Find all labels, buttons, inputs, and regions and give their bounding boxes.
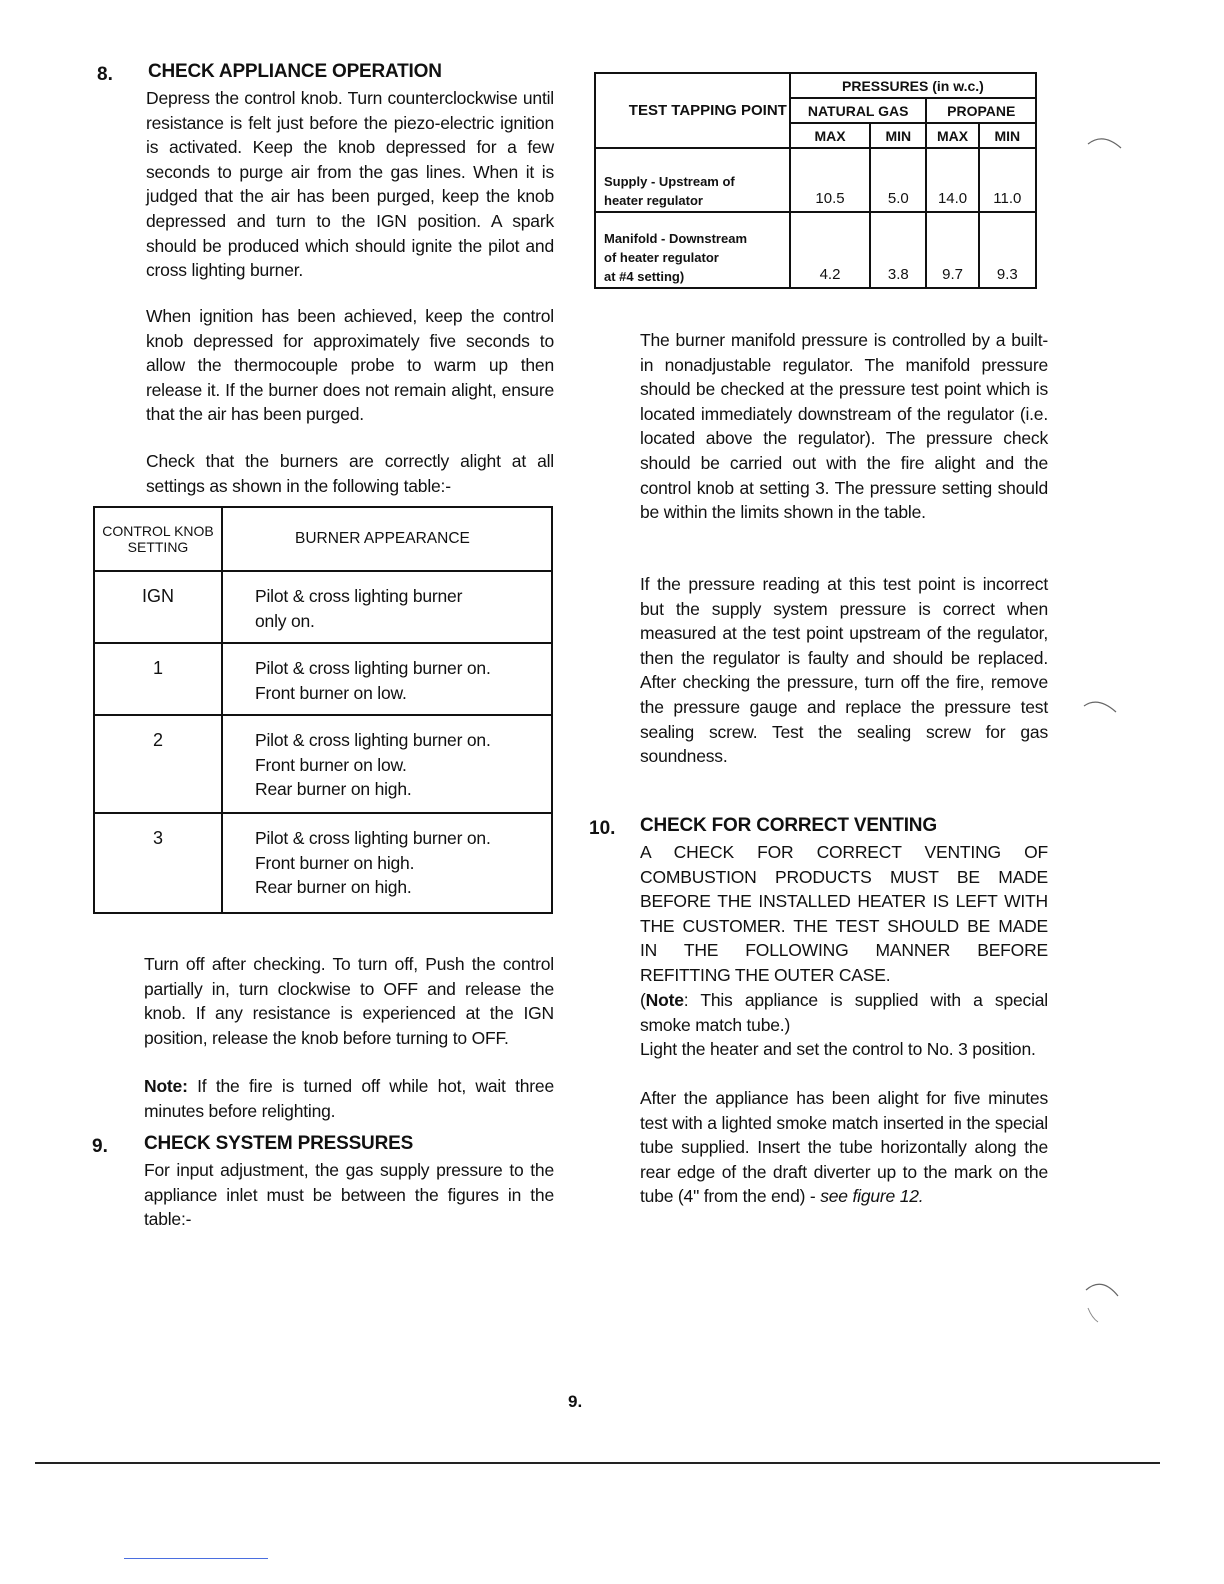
knob-setting: 1: [94, 643, 222, 715]
knob-table-row: [94, 813, 552, 913]
natural-gas-header: NATURAL GAS: [790, 98, 927, 123]
burner-appearance: [222, 643, 552, 715]
knob-setting: 3: [94, 813, 222, 913]
burner-appearance: [222, 813, 552, 913]
propane-min: 9.3: [979, 212, 1036, 288]
natural-gas-max: 4.2: [790, 212, 870, 288]
knob-table-header-row: [94, 507, 552, 571]
tapping-point-label: [595, 212, 790, 288]
pressures-header: PRESSURES (in w.c.): [790, 73, 1036, 98]
section-8-title: CHECK APPLIANCE OPERATION: [148, 61, 442, 82]
pressure-table-header-row: [595, 73, 1036, 98]
natural-gas-min: 5.0: [870, 148, 926, 212]
appearance-line: Pilot & cross lighting burner: [255, 586, 463, 606]
pressure-table: [594, 72, 1037, 289]
section-10-paragraph-1: A CHECK FOR CORRECT VENTING OF COMBUSTION PRODUCTS MUST BE MADE BEFORE THE INSTALLED HEATER IS LEFT WITH THE CUSTOMER. THE TEST SHOULD BE MADE IN THE FOLLOWING MANNER BEFORE REFITTING THE OUTER CASE.: [640, 842, 1048, 985]
pressure-table-row: [595, 212, 1036, 288]
natural-gas-min: 3.8: [870, 212, 926, 288]
section-8-number: 8.: [97, 64, 113, 85]
appearance-line: Front burner on low.: [255, 754, 407, 775]
appearance-line: Front burner on low.: [255, 682, 407, 703]
section-9-paragraph-1: For input adjustment, the gas supply pressure to the appliance inlet must be between the figures in the table:-: [144, 1160, 554, 1230]
paragraph-text: After the appliance has been alight for five minutes test with a lighted smoke match inserted in the special tube supplied. Insert the tube horizontally along the rear edge of the draft diverter up to the mark on the tube (4" from the end) -: [640, 1088, 1048, 1207]
section-8-paragraph-4: Turn off after checking. To turn off, Push the control partially in, turn clockwise to OFF and release the knob. If any resistance is experienced at the IGN position, release the knob before turning to OFF.: [144, 954, 554, 1048]
section-10-note: [640, 988, 1048, 1037]
note-label: Note: [645, 990, 684, 1010]
tapping-point-line: Manifold - Downstream: [604, 231, 748, 246]
section-9-number: 9.: [92, 1136, 108, 1157]
knob-table-row: [94, 643, 552, 715]
min-header: MIN: [870, 123, 926, 148]
burner-appearance-table: [93, 506, 553, 914]
section-10-title: CHECK FOR CORRECT VENTING: [640, 815, 937, 836]
footer-rule: [35, 1462, 1160, 1464]
section-10-number: 10.: [589, 818, 616, 839]
tapping-point-line: Supply - Upstream of: [604, 174, 735, 189]
knob-table-row: [94, 715, 552, 813]
section-8-paragraph-2: When ignition has been achieved, keep the control knob depressed for approximately five seconds to allow the thermocouple probe to warm up then release it. If the burner does not remain alight, ensure that the air has been purged.: [146, 306, 554, 425]
section-10-paragraph-3: [640, 1086, 1048, 1209]
natural-gas-max: 10.5: [790, 148, 870, 212]
propane-header: PROPANE: [926, 98, 1036, 123]
propane-min: 11.0: [979, 148, 1036, 212]
tapping-point-label: [595, 148, 790, 212]
binder-hole-mark: [1080, 692, 1120, 716]
max-header: MAX: [790, 123, 870, 148]
section-10-paragraph-2: Light the heater and set the control to No. 3 position.: [640, 1039, 1036, 1059]
knob-setting: 2: [94, 715, 222, 813]
appearance-line: Pilot & cross lighting burner on.: [255, 828, 491, 848]
appearance-line: only on.: [255, 610, 315, 631]
appearance-line: Front burner on high.: [255, 852, 415, 873]
bottom-blue-rule: [124, 1558, 268, 1559]
note-text: : This appliance is supplied with a special smoke match tube.): [640, 990, 1048, 1035]
min-header: MIN: [979, 123, 1036, 148]
appearance-line: Rear burner on high.: [255, 779, 412, 799]
note-text: If the fire is turned off while hot, wait three minutes before relighting.: [144, 1076, 554, 1121]
burner-appearance: [222, 715, 552, 813]
pressure-table-row: [595, 148, 1036, 212]
section-8-note: [144, 1074, 554, 1123]
propane-max: 14.0: [926, 148, 978, 212]
section-9-paragraph-2: The burner manifold pressure is controlled by a built-in nonadjustable regulator. The manifold pressure should be checked at the pressure test point which is located immediately downstream of the regulator (i.e. located above the regulator). The pressure check should be carried out with the fire alight and the control knob at setting 3. The pressure setting should be within the limits shown in the table.: [640, 330, 1048, 523]
note-open-paren: (: [640, 990, 646, 1010]
propane-max: 9.7: [926, 212, 978, 288]
control-knob-setting-header: CONTROL KNOB SETTING: [94, 507, 222, 571]
burner-appearance-header: BURNER APPEARANCE: [222, 507, 552, 571]
binder-hole-mark: [1078, 1270, 1128, 1330]
appearance-line: Rear burner on high.: [255, 877, 412, 897]
tapping-point-line: at #4 setting): [604, 269, 685, 284]
tapping-point-line: of heater regulator: [604, 250, 719, 265]
knob-setting: IGN: [94, 571, 222, 643]
note-label: Note:: [144, 1076, 188, 1096]
section-8-paragraph-1: Depress the control knob. Turn counterclockwise until resistance is felt just before the piezo-electric ignition is activated. Keep the knob depressed for a few seconds to purge air from the gas lines. When it is judged that the air has been purged, keep the knob depressed and turn to the IGN position. A spark should be produced which should ignite the pilot and cross lighting burner.: [146, 88, 554, 281]
tapping-point-line: heater regulator: [604, 193, 703, 208]
appearance-line: Pilot & cross lighting burner on.: [255, 658, 491, 678]
burner-appearance: [222, 571, 552, 643]
knob-table-row: [94, 571, 552, 643]
page-number: 9.: [568, 1392, 583, 1411]
section-9-title: CHECK SYSTEM PRESSURES: [144, 1133, 414, 1154]
binder-hole-mark: [1085, 128, 1125, 152]
section-8-paragraph-3: Check that the burners are correctly alight at all settings as shown in the following table:-: [146, 451, 554, 496]
figure-reference: see figure 12.: [820, 1186, 924, 1207]
appearance-line: Pilot & cross lighting burner on.: [255, 730, 491, 750]
max-header: MAX: [926, 123, 978, 148]
section-9-paragraph-3: If the pressure reading at this test point is incorrect but the supply system pressure is correct when measured at the test point upstream of the regulator, then the regulator is faulty and should be replaced. After checking the pressure, turn off the fire, remove the pressure gauge and replace the pressure test sealing screw. Test the sealing screw for gas soundness.: [640, 574, 1048, 767]
test-tapping-point-header: TEST TAPPING POINT: [595, 73, 790, 148]
